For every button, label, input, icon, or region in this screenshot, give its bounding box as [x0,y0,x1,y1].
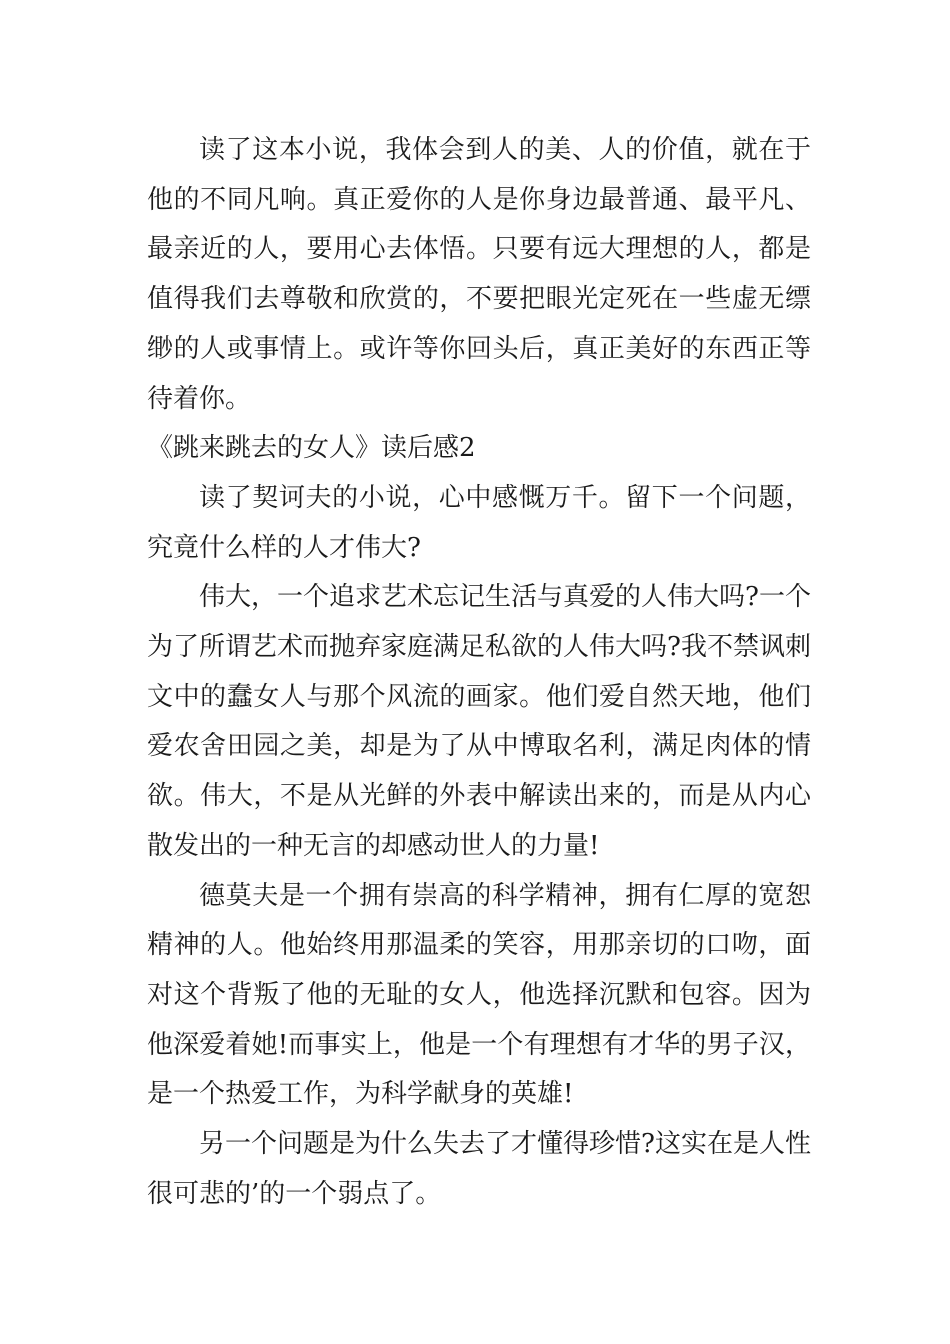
paragraph-greatness: 伟大，一个追求艺术忘记生活与真爱的人伟大吗?一个为了所谓艺术而抛弃家庭满足私欲的人伟大吗?我不禁讽刺文中的蠢女人与那个风流的画家。他们爱自然天地，他们爱农舍田园之美，却是为了从中博取名利，满足肉体的情欲。伟大，不是从光鲜的外表中解读出来的，而是从内心散发出的一种无言的却感动世人的力量! [147,582,811,861]
essay-heading: 《跳来跳去的女人》读后感2 [147,433,476,464]
paragraph-intro: 读了契诃夫的小说，心中感慨万千。留下一个问题，究竟什么样的人才伟大? [147,482,811,563]
paragraph-second-question: 另一个问题是为什么失去了才懂得珍惜?这实在是人性很可悲的’的一个弱点了。 [147,1129,811,1209]
paragraph-dymov: 德莫夫是一个拥有崇高的科学精神，拥有仁厚的宽恕精神的人。他始终用那温柔的笑容，用那亲切的口吻，面对这个背叛了他的无耻的女人，他选择沉默和包容。因为他深爱着她!而事实上，他是一个有理想有才华的男子汉，是一个热爱工作，为科学献身的英雄! [147,880,811,1110]
paragraph-conclusion: 读了这本小说，我体会到人的美、人的价值，就在于他的不同凡响。真正爱你的人是你身边最普通、最平凡、最亲近的人，要用心去体悟。只要有远大理想的人，都是值得我们去尊敬和欣赏的，不要把眼光定死在一些虚无缥缈的人或事情上。或许等你回头后，真正美好的东西正等待着你。 [147,135,811,414]
document-body [147,126,811,1219]
